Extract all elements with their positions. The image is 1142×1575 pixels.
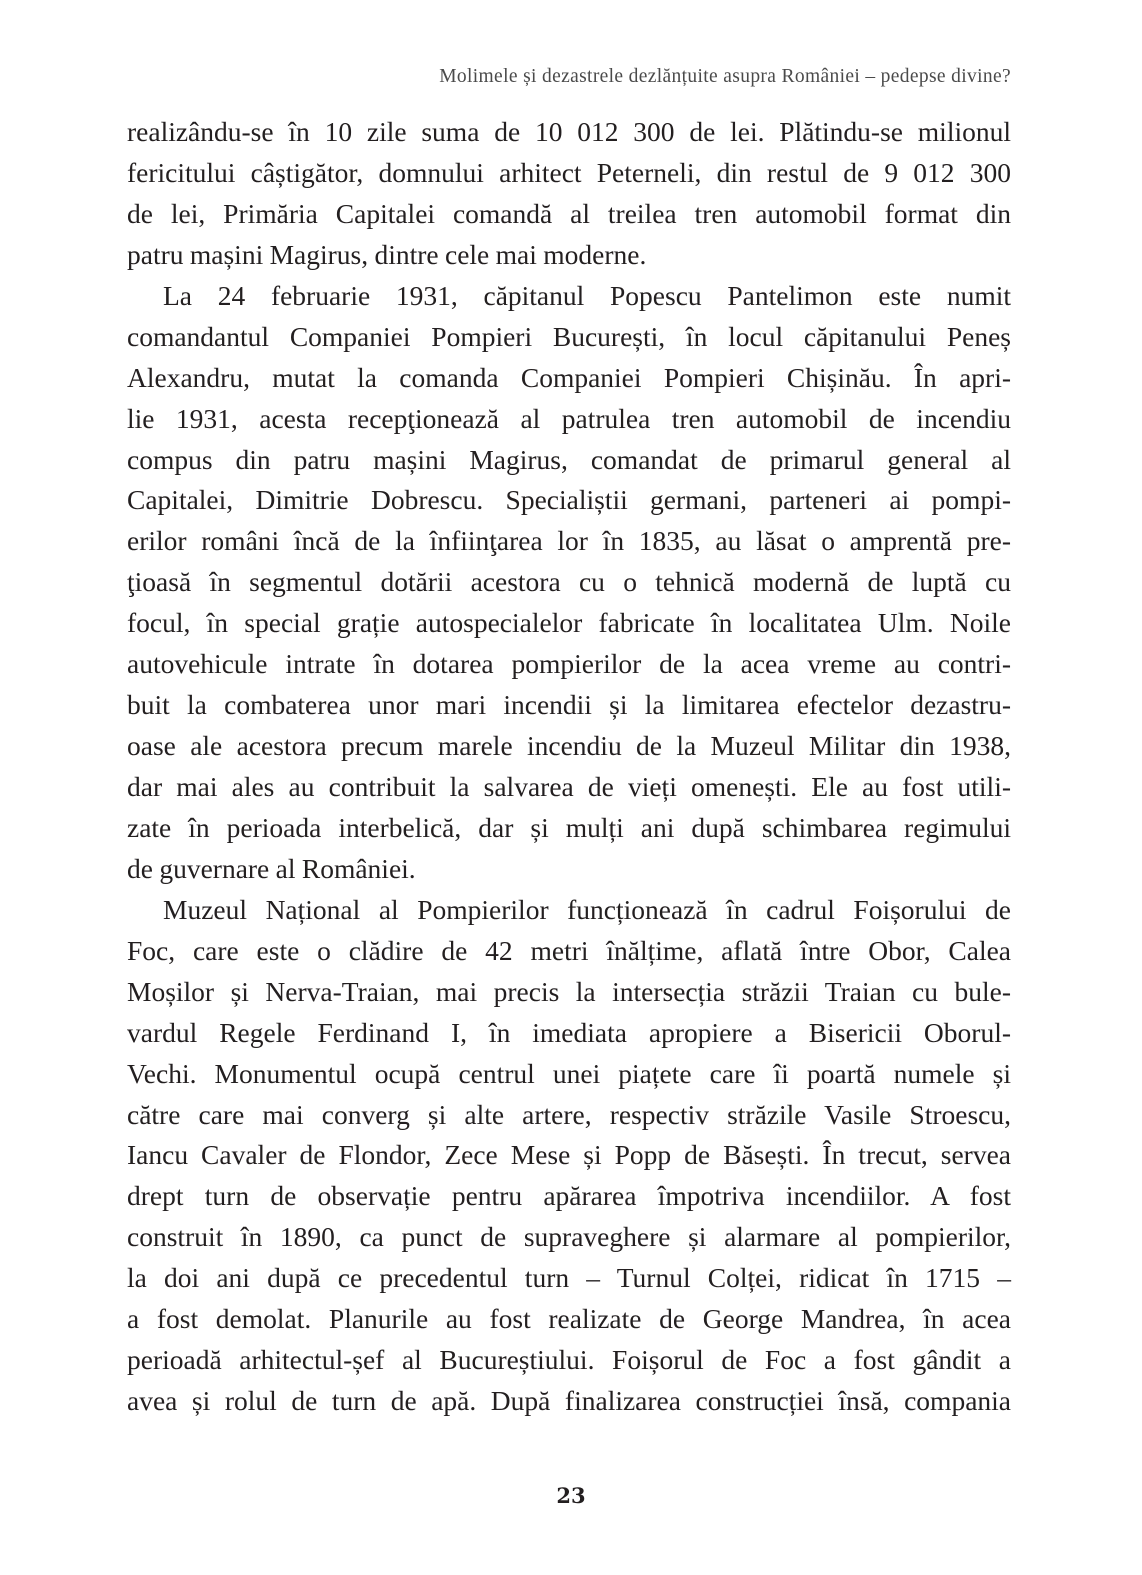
text-line: buit la combaterea unor mari incendii și la limitarea efectelor dezastru- — [127, 689, 1011, 721]
text-line: vardul Regele Ferdinand I, în imediata apropiere a Bisericii Oborul- — [127, 1016, 1011, 1048]
page-number: 23 — [556, 1483, 586, 1508]
text-line: comandantul Companiei Pompieri București, în locul căpitanului Peneș — [127, 320, 1011, 352]
text-line: dar mai ales au contribuit la salvarea de vieți omenești. Ele au fost utili- — [127, 771, 1011, 802]
text-line: la doi ani după ce precedentul turn – Turnul Colței, ridicat în 1715 – — [127, 1262, 1011, 1294]
running-header-title: Molimele și dezastrele dezlănțuite asupra României – pedepse divine? — [439, 66, 1011, 87]
paragraph — [127, 276, 1011, 890]
text-line: perioadă arhitectul-șef al Bucureștiului. Foișorul de Foc a fost gândit a — [127, 1344, 1011, 1376]
text-line: compus din patru mașini Magirus, comandat de primarul general al — [127, 443, 1011, 475]
paragraph — [127, 890, 1011, 1422]
body-text — [127, 112, 1011, 1422]
text-line: Muzeul Național al Pompierilor funcționează în cadrul Foișorului de — [163, 893, 1011, 925]
text-line: erilor români încă de la înfiinţarea lor în 1835, au lăsat o amprentă pre- — [127, 525, 1011, 557]
text-line: Moșilor și Nerva-Traian, mai precis la intersecția străzii Traian cu bule- — [127, 975, 1011, 1007]
text-line: Foc, care este o clădire de 42 metri înălțime, aflată între Obor, Calea — [127, 934, 1011, 966]
text-line: avea și rolul de turn de apă. După finalizarea construcției însă, compania — [127, 1385, 1011, 1417]
text-line: La 24 februarie 1931, căpitanul Popescu Pantelimon este numit — [163, 279, 1011, 311]
text-line: Capitalei, Dimitrie Dobrescu. Specialiștii germani, parteneri ai pompi- — [127, 484, 1011, 516]
text-line: către care mai converg și alte artere, respectiv străzile Vasile Stroescu, — [127, 1098, 1011, 1130]
text-line: Iancu Cavaler de Flondor, Zece Mese și Popp de Băsești. În trecut, servea — [127, 1139, 1011, 1171]
text-line: autovehicule intrate în dotarea pompierilor de la acea vreme au contri- — [127, 648, 1011, 680]
text-line: fericitului câștigător, domnului arhitect Peterneli, din restul de 9 012 300 — [127, 156, 1011, 188]
text-line: focul, în special grație autospecialelor fabricate în localitatea Ulm. Noile — [127, 607, 1011, 639]
text-line: patru mașini Magirus, dintre cele mai moderne. — [127, 238, 647, 270]
text-line: de guvernare al României. — [127, 852, 416, 884]
text-line: ţioasă în segmentul dotării acestora cu o tehnică modernă de luptă cu — [127, 566, 1011, 598]
paragraph — [127, 112, 1011, 276]
text-line: zate în perioada interbelică, dar și mulți ani după schimbarea regimului — [127, 811, 1011, 843]
text-line: Alexandru, mutat la comanda Companiei Pompieri Chișinău. În apri- — [127, 361, 1011, 393]
text-line: de lei, Primăria Capitalei comandă al treilea tren automobil format din — [127, 197, 1011, 229]
text-line: Vechi. Monumentul ocupă centrul unei piațete care îi poartă numele și — [127, 1057, 1011, 1089]
text-line: drept turn de observație pentru apărarea împotriva incendiilor. A fost — [127, 1180, 1011, 1212]
text-line: oase ale acestora precum marele incendiu de la Muzeul Militar din 1938, — [127, 730, 1011, 762]
text-line: construit în 1890, ca punct de supraveghere și alarmare al pompierilor, — [127, 1221, 1011, 1253]
text-line: a fost demolat. Planurile au fost realizate de George Mandrea, în acea — [127, 1303, 1011, 1335]
text-line: lie 1931, acesta recepţionează al patrulea tren automobil de incendiu — [127, 402, 1011, 434]
text-line: realizându-se în 10 zile suma de 10 012 300 de lei. Plătindu-se milionul — [127, 116, 1011, 147]
